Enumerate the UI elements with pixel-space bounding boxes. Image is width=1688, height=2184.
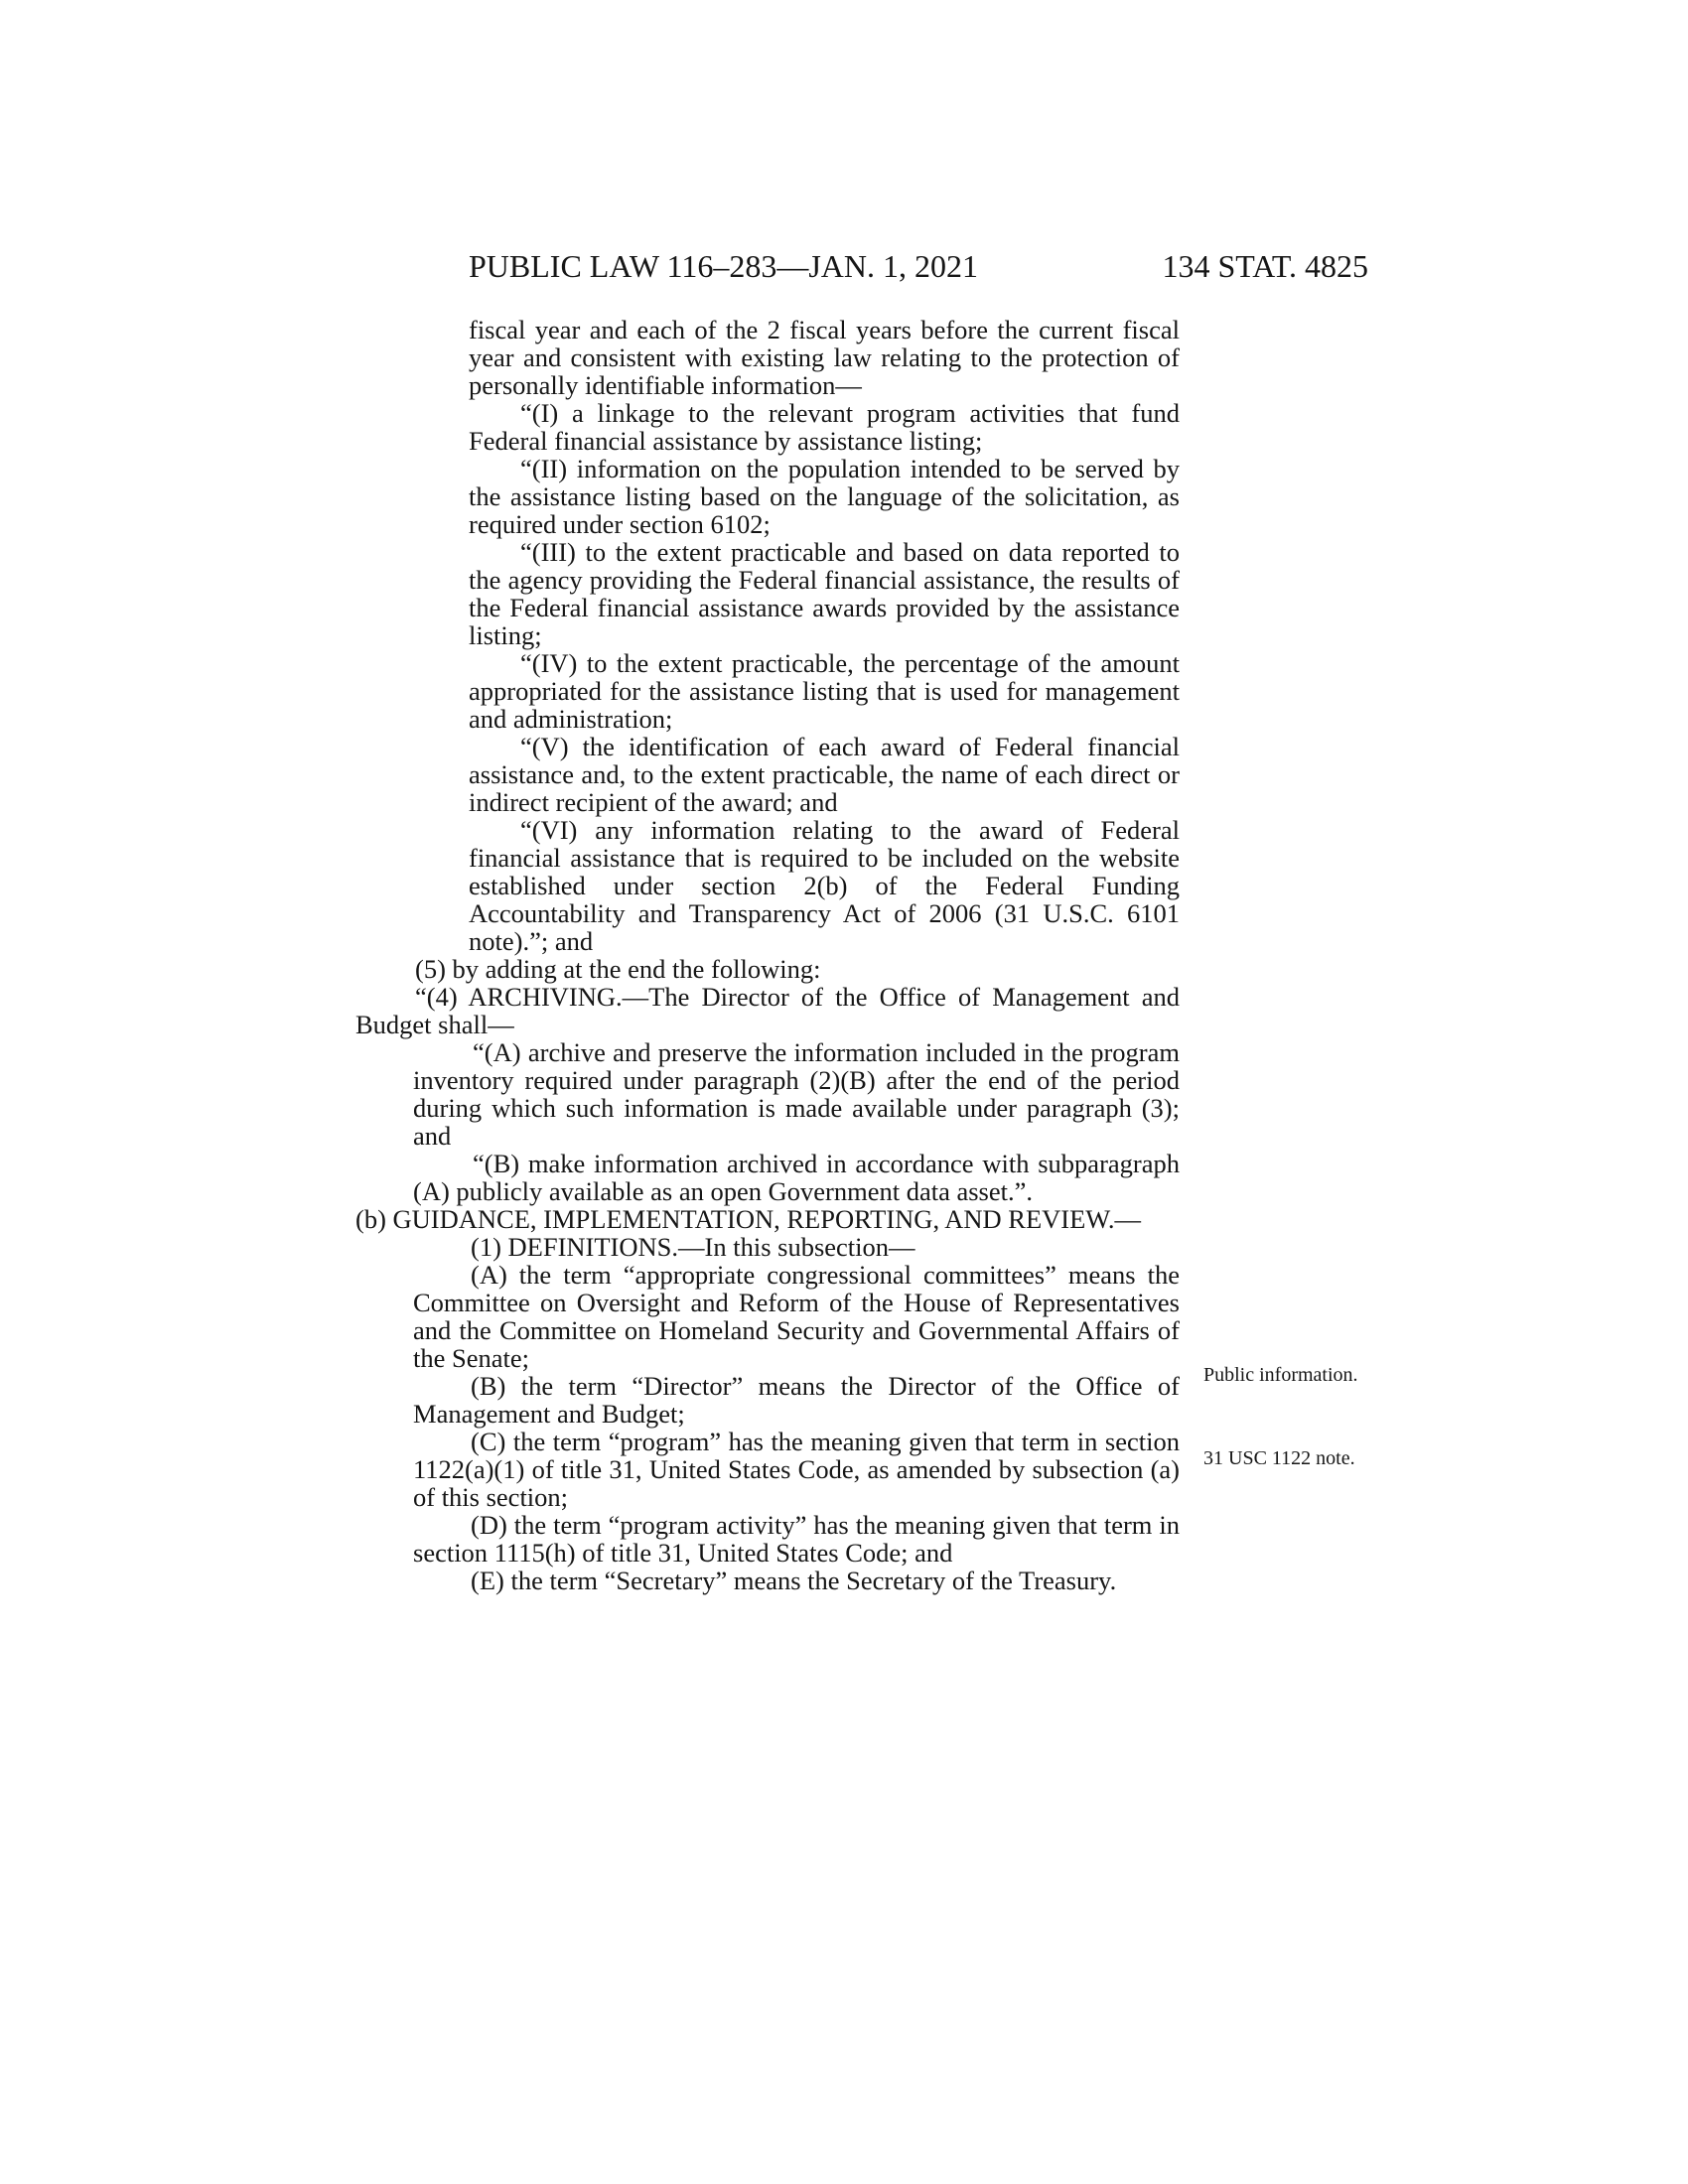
clause-IV: “(IV) to the extent practicable, the percentage of the amount appropriated for the assistance listing that is used for management and administration; <box>469 648 1180 734</box>
header-stat-page: 134 STAT. 4825 <box>1162 248 1368 284</box>
definition-A: (A) the term “appropriate congressional committees” means the Committee on Oversight and Reform of the House of Representatives and the Committee on Homeland Security and Governmental Affairs of the Senate; <box>413 1260 1180 1373</box>
paragraph-definitions: (1) DEFINITIONS.—In this subsection— <box>471 1232 915 1262</box>
header-public-law: PUBLIC LAW 116–283—JAN. 1, 2021 <box>469 248 978 284</box>
running-header <box>469 246 1368 286</box>
paragraph-intro-continuation: fiscal year and each of the 2 fiscal years before the current fiscal year and consistent with existing law relating to the protection of personally identifiable information— <box>469 315 1180 400</box>
definition-C: (C) the term “program” has the meaning given that term in section 1122(a)(1) of title 31, United States Code, as amended by subsection (a) of this section; <box>413 1427 1180 1512</box>
margin-note-usc: 31 USC 1122 note. <box>1203 1447 1355 1469</box>
subsection-b-heading: (b) GUIDANCE, IMPLEMENTATION, REPORTING, AND REVIEW.— <box>355 1204 1141 1234</box>
law-text-body <box>355 316 1180 1594</box>
definition-D: (D) the term “program activity” has the meaning given that term in section 1115(h) of title 31, United States Code; and <box>413 1510 1180 1568</box>
clause-III: “(III) to the extent practicable and based on data reported to the agency providing the Federal financial assistance, the results of the Federal financial assistance awards provided by the assistance listing; <box>469 537 1180 650</box>
clause-I: “(I) a linkage to the relevant program activities that fund Federal financial assistance by assistance listing; <box>469 398 1180 456</box>
paragraph-5: (5) by adding at the end the following: <box>415 954 821 984</box>
definition-B: (B) the term “Director” means the Director of the Office of Management and Budget; <box>413 1371 1180 1429</box>
clause-VI: “(VI) any information relating to the award of Federal financial assistance that is required to be included on the website established under section 2(b) of the Federal Funding Accountability and Transparency Act of 2006 (31 U.S.C. 6101 note).”; and <box>469 815 1180 956</box>
clause-II: “(II) information on the population intended to be served by the assistance listing based on the language of the solicitation, as required under section 6102; <box>469 454 1180 539</box>
subparagraph-A-archive: “(A) archive and preserve the information included in the program inventory required under paragraph (2)(B) after the end of the period during which such information is made available under paragraph (3); and <box>413 1037 1180 1151</box>
definition-E: (E) the term “Secretary” means the Secretary of the Treasury. <box>471 1566 1117 1595</box>
subparagraph-B-publish: “(B) make information archived in accordance with subparagraph (A) publicly available as an open Government data asset.”. <box>413 1149 1180 1206</box>
clause-V: “(V) the identification of each award of Federal financial assistance and, to the extent practicable, the name of each direct or indirect recipient of the award; and <box>469 732 1180 817</box>
paragraph-archiving: “(4) ARCHIVING.—The Director of the Office of Management and Budget shall— <box>355 982 1180 1039</box>
margin-note-public-information: Public information. <box>1203 1364 1358 1386</box>
